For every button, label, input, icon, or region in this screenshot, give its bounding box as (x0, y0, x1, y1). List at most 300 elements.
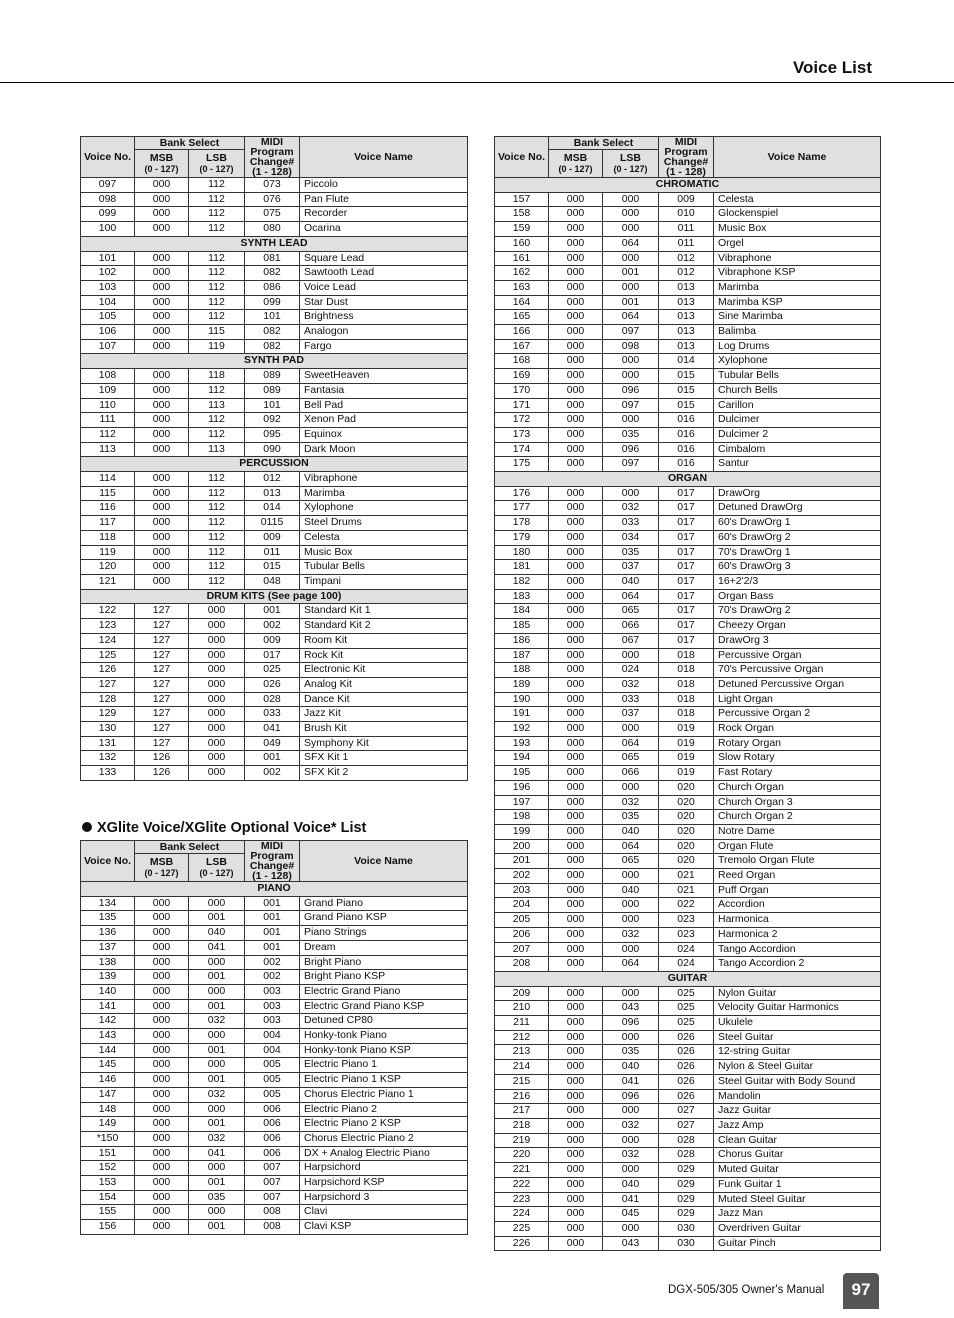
voice-no-cell: 175 (495, 457, 549, 472)
voice-no-cell: 148 (81, 1102, 135, 1117)
msb-cell: 000 (549, 1119, 603, 1134)
table-row (81, 310, 468, 325)
msb-cell: 000 (135, 926, 189, 941)
table-row (495, 1104, 881, 1119)
voice-no-cell: 222 (495, 1177, 549, 1192)
voice-no-cell: 172 (495, 413, 549, 428)
voice-name-cell: Reed Organ (714, 869, 881, 884)
voice-name-cell: Detuned CP80 (300, 1014, 468, 1029)
msb-cell: 000 (549, 192, 603, 207)
voice-no-cell: 201 (495, 854, 549, 869)
voice-name-cell: Brush Kit (300, 722, 468, 737)
voice-name-cell: Electric Piano 2 KSP (300, 1117, 468, 1132)
lsb-cell: 000 (603, 986, 659, 1001)
lsb-cell: 032 (603, 501, 659, 516)
voice-no-cell: 176 (495, 486, 549, 501)
voice-name-cell: Grand Piano KSP (300, 911, 468, 926)
voice-name-cell: Voice Lead (300, 280, 468, 295)
msb-cell: 000 (549, 1060, 603, 1075)
voice-name-cell: Notre Dame (714, 824, 881, 839)
table-row (81, 1146, 468, 1161)
header-voice-no: Voice No. (81, 841, 135, 882)
msb-cell: 000 (135, 266, 189, 281)
voice-name-cell: Harpsichord 3 (300, 1190, 468, 1205)
program-change-cell: 016 (659, 442, 714, 457)
voice-no-cell: 106 (81, 325, 135, 340)
category-row (81, 457, 468, 472)
msb-cell: 000 (135, 222, 189, 237)
program-change-cell: 017 (245, 648, 300, 663)
lsb-cell: 001 (189, 1073, 245, 1088)
program-change-cell: 013 (659, 325, 714, 340)
table-row (81, 999, 468, 1014)
voice-name-cell: Dark Moon (300, 442, 468, 457)
voice-no-cell: 202 (495, 869, 549, 884)
table-row (495, 942, 881, 957)
table-row (495, 530, 881, 545)
lsb-cell: 000 (603, 486, 659, 501)
category-label: CHROMATIC (495, 178, 881, 193)
voice-no-cell: 109 (81, 383, 135, 398)
msb-cell: 000 (549, 442, 603, 457)
lsb-cell: 000 (189, 722, 245, 737)
msb-cell: 000 (549, 1089, 603, 1104)
msb-cell: 000 (549, 427, 603, 442)
table-row (495, 1177, 881, 1192)
voice-no-cell: 217 (495, 1104, 549, 1119)
msb-cell: 000 (549, 663, 603, 678)
voice-name-cell: Room Kit (300, 633, 468, 648)
lsb-cell: 112 (189, 383, 245, 398)
category-row (81, 354, 468, 369)
voice-name-cell: 70's DrawOrg 1 (714, 545, 881, 560)
table-row (81, 427, 468, 442)
voice-name-cell: Tango Accordion 2 (714, 957, 881, 972)
msb-cell: 000 (549, 751, 603, 766)
category-label: PERCUSSION (81, 457, 468, 472)
voice-no-cell: 118 (81, 530, 135, 545)
program-change-cell: 019 (659, 722, 714, 737)
lsb-cell: 097 (603, 457, 659, 472)
table-row (495, 589, 881, 604)
voice-no-cell: 203 (495, 883, 549, 898)
msb-cell: 000 (549, 207, 603, 222)
program-change-cell: 002 (245, 970, 300, 985)
voice-no-cell: 104 (81, 295, 135, 310)
section-heading (82, 820, 366, 836)
program-change-cell: 086 (245, 280, 300, 295)
program-change-cell: 005 (245, 1073, 300, 1088)
program-change-cell: 016 (659, 457, 714, 472)
voice-name-cell: Grand Piano (300, 896, 468, 911)
category-label: SYNTH PAD (81, 354, 468, 369)
lsb-cell: 000 (603, 1221, 659, 1236)
msb-cell: 000 (549, 780, 603, 795)
voice-no-cell: 215 (495, 1074, 549, 1089)
lsb-cell: 067 (603, 633, 659, 648)
table-row (81, 1131, 468, 1146)
table-row (81, 940, 468, 955)
voice-name-cell: 70's Percussive Organ (714, 663, 881, 678)
voice-no-cell: 102 (81, 266, 135, 281)
msb-cell: 000 (549, 251, 603, 266)
program-change-cell: 026 (245, 677, 300, 692)
lsb-cell: 035 (603, 427, 659, 442)
program-change-cell: 003 (245, 999, 300, 1014)
table-row (495, 457, 881, 472)
voice-name-cell: Cheezy Organ (714, 619, 881, 634)
program-change-cell: 017 (659, 619, 714, 634)
table-row (495, 427, 881, 442)
voice-name-cell: Harmonica 2 (714, 927, 881, 942)
table-row (495, 780, 881, 795)
program-change-cell: 021 (659, 869, 714, 884)
voice-no-cell: 154 (81, 1190, 135, 1205)
footer-manual-title: DGX-505/305 Owner's Manual (668, 1284, 825, 1296)
voice-no-cell: 124 (81, 633, 135, 648)
table-row (495, 663, 881, 678)
voice-no-cell: 208 (495, 957, 549, 972)
voice-no-cell: 123 (81, 619, 135, 634)
program-change-cell: 082 (245, 266, 300, 281)
lsb-cell: 041 (603, 1074, 659, 1089)
voice-name-cell: Electric Piano 2 (300, 1102, 468, 1117)
lsb-cell: 112 (189, 530, 245, 545)
category-row (81, 589, 468, 604)
program-change-cell: 018 (659, 707, 714, 722)
lsb-cell: 112 (189, 178, 245, 193)
voice-name-cell: Funk Guitar 1 (714, 1177, 881, 1192)
voice-name-cell: Standard Kit 2 (300, 619, 468, 634)
program-change-cell: 049 (245, 736, 300, 751)
voice-name-cell: 16+2'2/3 (714, 574, 881, 589)
voice-name-cell: Ukulele (714, 1016, 881, 1031)
msb-cell: 000 (549, 707, 603, 722)
voice-no-cell: 220 (495, 1148, 549, 1163)
lsb-cell: 032 (189, 1087, 245, 1102)
msb-cell: 000 (549, 839, 603, 854)
voice-name-cell: Vibraphone KSP (714, 266, 881, 281)
voice-name-cell: Honky-tonk Piano KSP (300, 1043, 468, 1058)
program-change-cell: 033 (245, 707, 300, 722)
program-change-cell: 006 (245, 1131, 300, 1146)
table-row (495, 854, 881, 869)
voice-name-cell: Electronic Kit (300, 663, 468, 678)
voice-name-cell: Organ Flute (714, 839, 881, 854)
voice-name-cell: Steel Drums (300, 516, 468, 531)
voice-no-cell: 164 (495, 295, 549, 310)
table-row (495, 501, 881, 516)
program-change-cell: 025 (659, 986, 714, 1001)
msb-cell: 000 (135, 1117, 189, 1132)
table-row (495, 560, 881, 575)
msb-cell: 000 (549, 927, 603, 942)
table-row (81, 1161, 468, 1176)
voice-no-cell: 120 (81, 560, 135, 575)
voice-name-cell: Bright Piano (300, 955, 468, 970)
lsb-cell: 065 (603, 604, 659, 619)
table-row (495, 398, 881, 413)
lsb-cell: 000 (603, 354, 659, 369)
msb-cell: 000 (135, 192, 189, 207)
section-heading-text: XGlite Voice/XGlite Optional Voice* List (97, 820, 367, 836)
msb-cell: 000 (549, 824, 603, 839)
msb-cell: 000 (549, 413, 603, 428)
msb-cell: 000 (549, 986, 603, 1001)
program-change-cell: 028 (659, 1133, 714, 1148)
voice-no-cell: 206 (495, 927, 549, 942)
program-change-cell: 014 (659, 354, 714, 369)
msb-cell: 000 (135, 999, 189, 1014)
table-row (495, 295, 881, 310)
voice-no-cell: 156 (81, 1220, 135, 1235)
lsb-cell: 065 (603, 751, 659, 766)
program-change-cell: 024 (659, 942, 714, 957)
msb-cell: 000 (549, 1221, 603, 1236)
voice-name-cell: Timpani (300, 574, 468, 589)
table-row (495, 986, 881, 1001)
voice-name-cell: Chorus Electric Piano 2 (300, 1131, 468, 1146)
program-change-cell: 026 (659, 1030, 714, 1045)
table-row (495, 795, 881, 810)
voice-name-cell: Organ Bass (714, 589, 881, 604)
table-row (81, 766, 468, 781)
lsb-cell: 064 (603, 310, 659, 325)
voice-name-cell: Church Bells (714, 383, 881, 398)
table-row (495, 383, 881, 398)
lsb-cell: 000 (189, 955, 245, 970)
voice-no-cell: 121 (81, 574, 135, 589)
voice-name-cell: Steel Guitar with Body Sound (714, 1074, 881, 1089)
voice-table-left-top (80, 136, 468, 781)
table-row (81, 911, 468, 926)
program-change-cell: 020 (659, 810, 714, 825)
table-row (495, 574, 881, 589)
voice-name-cell: Church Organ 2 (714, 810, 881, 825)
voice-no-cell: 205 (495, 913, 549, 928)
voice-name-cell: Velocity Guitar Harmonics (714, 1001, 881, 1016)
lsb-cell: 000 (189, 751, 245, 766)
table-row (81, 707, 468, 722)
program-change-cell: 089 (245, 383, 300, 398)
lsb-cell: 112 (189, 251, 245, 266)
program-change-cell: 092 (245, 413, 300, 428)
table-row (495, 251, 881, 266)
voice-name-cell: Honky-tonk Piano (300, 1029, 468, 1044)
lsb-cell: 000 (603, 1133, 659, 1148)
table-row (81, 178, 468, 193)
voice-name-cell: Marimba (300, 486, 468, 501)
program-change-cell: 002 (245, 955, 300, 970)
voice-name-cell: Celesta (300, 530, 468, 545)
voice-no-cell: 174 (495, 442, 549, 457)
voice-name-cell: Rock Kit (300, 648, 468, 663)
msb-cell: 000 (549, 692, 603, 707)
program-change-cell: 017 (659, 560, 714, 575)
voice-no-cell: 136 (81, 926, 135, 941)
voice-name-cell: DrawOrg 3 (714, 633, 881, 648)
msb-cell: 000 (549, 619, 603, 634)
table-row (495, 1089, 881, 1104)
program-change-cell: 002 (245, 766, 300, 781)
program-change-cell: 030 (659, 1221, 714, 1236)
lsb-cell: 001 (189, 999, 245, 1014)
lsb-cell: 112 (189, 413, 245, 428)
voice-name-cell: Chorus Guitar (714, 1148, 881, 1163)
voice-no-cell: 105 (81, 310, 135, 325)
lsb-cell: 000 (603, 898, 659, 913)
lsb-cell: 112 (189, 501, 245, 516)
msb-cell: 000 (135, 1058, 189, 1073)
lsb-cell: 040 (603, 824, 659, 839)
msb-cell: 000 (135, 280, 189, 295)
voice-name-cell: Jazz Amp (714, 1119, 881, 1134)
voice-no-cell: 213 (495, 1045, 549, 1060)
msb-cell: 000 (549, 295, 603, 310)
program-change-cell: 008 (245, 1205, 300, 1220)
voice-name-cell: Square Lead (300, 251, 468, 266)
msb-cell: 127 (135, 619, 189, 634)
voice-name-cell: 12-string Guitar (714, 1045, 881, 1060)
voice-name-cell: Vibraphone (714, 251, 881, 266)
program-change-cell: 017 (659, 604, 714, 619)
table-row (81, 486, 468, 501)
msb-cell: 000 (135, 472, 189, 487)
table-row (495, 339, 881, 354)
voice-name-cell: Harpsichord KSP (300, 1176, 468, 1191)
voice-no-cell: 131 (81, 736, 135, 751)
voice-no-cell: *150 (81, 1131, 135, 1146)
program-change-cell: 026 (659, 1074, 714, 1089)
program-change-cell: 020 (659, 839, 714, 854)
table-row (81, 383, 468, 398)
voice-no-cell: 152 (81, 1161, 135, 1176)
program-change-cell: 089 (245, 369, 300, 384)
voice-no-cell: 198 (495, 810, 549, 825)
voice-no-cell: 112 (81, 427, 135, 442)
lsb-cell: 096 (603, 1089, 659, 1104)
voice-no-cell: 185 (495, 619, 549, 634)
program-change-cell: 017 (659, 501, 714, 516)
voice-table-right (494, 136, 881, 1251)
program-change-cell: 073 (245, 178, 300, 193)
page-title: Voice List (792, 58, 872, 77)
program-change-cell: 013 (659, 295, 714, 310)
msb-cell: 000 (549, 1104, 603, 1119)
lsb-cell: 040 (603, 1177, 659, 1192)
voice-no-cell: 179 (495, 530, 549, 545)
msb-cell: 000 (549, 957, 603, 972)
table-row (495, 957, 881, 972)
lsb-cell: 001 (189, 1176, 245, 1191)
voice-name-cell: Dulcimer (714, 413, 881, 428)
voice-name-cell: Chorus Electric Piano 1 (300, 1087, 468, 1102)
program-change-cell: 029 (659, 1207, 714, 1222)
lsb-cell: 001 (189, 1043, 245, 1058)
msb-cell: 000 (135, 295, 189, 310)
lsb-cell: 035 (603, 1045, 659, 1060)
lsb-cell: 041 (189, 1146, 245, 1161)
voice-no-cell: 135 (81, 911, 135, 926)
lsb-cell: 113 (189, 442, 245, 457)
voice-no-cell: 191 (495, 707, 549, 722)
voice-name-cell: Detuned Percussive Organ (714, 677, 881, 692)
voice-name-cell: Slow Rotary (714, 751, 881, 766)
table-row (81, 574, 468, 589)
voice-no-cell: 223 (495, 1192, 549, 1207)
lsb-cell: 024 (603, 663, 659, 678)
lsb-cell: 000 (189, 736, 245, 751)
voice-no-cell: 099 (81, 207, 135, 222)
voice-no-cell: 184 (495, 604, 549, 619)
msb-cell: 127 (135, 663, 189, 678)
voice-no-cell: 126 (81, 663, 135, 678)
voice-no-cell: 141 (81, 999, 135, 1014)
lsb-cell: 000 (603, 869, 659, 884)
voice-name-cell: Harmonica (714, 913, 881, 928)
table-row (81, 926, 468, 941)
lsb-cell: 037 (603, 707, 659, 722)
voice-no-cell: 143 (81, 1029, 135, 1044)
msb-cell: 000 (549, 1016, 603, 1031)
program-change-cell: 006 (245, 1117, 300, 1132)
table-row (81, 266, 468, 281)
voice-name-cell: Church Organ 3 (714, 795, 881, 810)
table-row (81, 1043, 468, 1058)
msb-cell: 000 (549, 560, 603, 575)
program-change-cell: 004 (245, 1029, 300, 1044)
lsb-cell: 035 (603, 810, 659, 825)
voice-no-cell: 107 (81, 339, 135, 354)
table-row (81, 722, 468, 737)
voice-no-cell: 116 (81, 501, 135, 516)
voice-name-cell: Nylon & Steel Guitar (714, 1060, 881, 1075)
header-lsb: LSB (0 - 127) (603, 150, 659, 178)
table-row (81, 955, 468, 970)
msb-cell: 000 (135, 1190, 189, 1205)
voice-name-cell: Sawtooth Lead (300, 266, 468, 281)
table-row (81, 604, 468, 619)
msb-cell: 000 (135, 427, 189, 442)
table-row (81, 530, 468, 545)
table-row (81, 692, 468, 707)
voice-no-cell: 216 (495, 1089, 549, 1104)
msb-cell: 000 (549, 633, 603, 648)
lsb-cell: 064 (603, 957, 659, 972)
voice-name-cell: Tubular Bells (300, 560, 468, 575)
voice-no-cell: 145 (81, 1058, 135, 1073)
header-voice-no: Voice No. (495, 137, 549, 178)
header-voice-no: Voice No. (81, 137, 135, 178)
program-change-cell: 095 (245, 427, 300, 442)
voice-no-cell: 173 (495, 427, 549, 442)
msb-cell: 000 (549, 383, 603, 398)
msb-cell: 000 (549, 398, 603, 413)
lsb-cell: 040 (603, 1060, 659, 1075)
lsb-cell: 033 (603, 516, 659, 531)
table-row (81, 1029, 468, 1044)
lsb-cell: 064 (603, 839, 659, 854)
program-change-cell: 025 (245, 663, 300, 678)
lsb-cell: 112 (189, 266, 245, 281)
table-row (495, 751, 881, 766)
msb-cell: 000 (135, 442, 189, 457)
table-row (81, 295, 468, 310)
msb-cell: 000 (135, 486, 189, 501)
program-change-cell: 024 (659, 957, 714, 972)
table-row (495, 604, 881, 619)
voice-name-cell: Equinox (300, 427, 468, 442)
